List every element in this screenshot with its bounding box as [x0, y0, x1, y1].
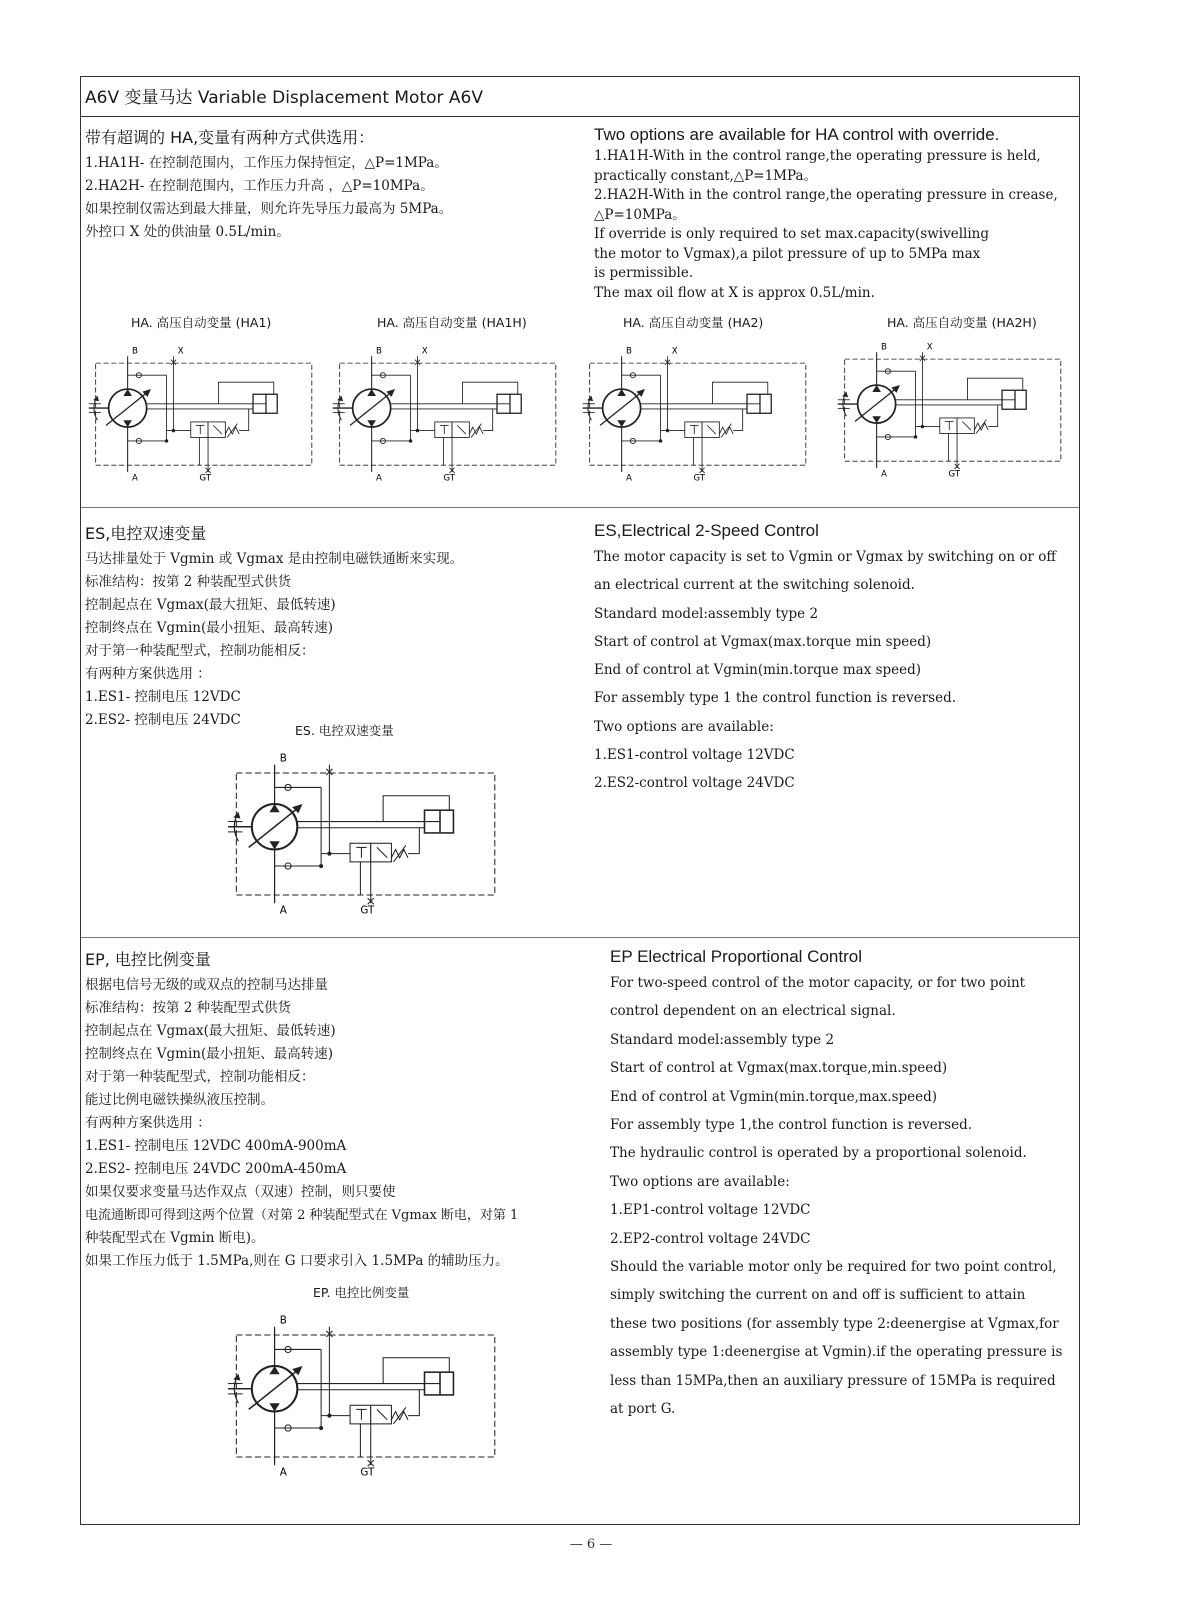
- ep-en-line: The hydraulic control is operated by a proportional solenoid.: [610, 1145, 1027, 1162]
- ha-en-line: 1.HA1H-With in the control range,the operating pressure is held,: [594, 148, 1041, 164]
- ep-en-line: less than 15MPa,then an auxiliary pressure of 15MPa is required: [610, 1372, 1056, 1389]
- ha-en-line: If override is only required to set max.capacity(swivelling: [594, 226, 990, 242]
- page-title: A6V 变量马达 Variable Displacement Motor A6V: [85, 88, 483, 108]
- es-cn-line: 标准结构：按第 2 种装配型式供货: [85, 574, 292, 590]
- port-a-label: A: [279, 904, 287, 917]
- port-b-label: B: [279, 752, 287, 765]
- page-frame: [80, 76, 1080, 1525]
- ha1-schematic: [87, 335, 317, 495]
- ha1-diagram-title: HA. 高压自动变量 (HA1): [131, 315, 272, 330]
- ep-cn-line: 种装配型式在 Vgmin 断电)。: [85, 1230, 265, 1246]
- ep-cn-line: 电流通断即可得到这两个位置（对第 2 种装配型式在 Vgmax 断电，对第 1: [85, 1208, 519, 1223]
- page-number: — 6 —: [569, 1537, 613, 1552]
- section-divider: [81, 937, 1079, 938]
- ha-en-line: The max oil flow at X is approx 0.5L/min.: [594, 284, 875, 301]
- ep-en-heading: EP Electrical Proportional Control: [610, 947, 862, 966]
- ep-en-line: these two positions (for assembly type 2:deenergise at Vgmax,for: [610, 1315, 1059, 1332]
- es-en-line: The motor capacity is set to Vgmin or Vgmax by switching on or off: [594, 549, 1056, 565]
- ep-schematic: [226, 1307, 501, 1487]
- ep-en-line: For two-speed control of the motor capacity, or for two point: [610, 975, 1026, 991]
- ep-chinese-column: [85, 947, 585, 1273]
- ha-en-line: the motor to Vgmax),a pilot pressure of up to 5MPa max: [594, 245, 981, 262]
- ha-en-line: is permissible.: [594, 265, 694, 281]
- ep-en-line: End of control at Vgmin(min.torque,max.speed): [610, 1088, 938, 1105]
- es-en-line: Standard model:assembly type 2: [594, 605, 819, 622]
- es-english-column: [594, 521, 1078, 798]
- es-cn-line: 有两种方案供选用 ：: [85, 666, 211, 682]
- es-en-heading: ES,Electrical 2-Speed Control: [594, 521, 819, 540]
- ep-diagram-title: EP. 电控比例变量: [313, 1285, 410, 1300]
- ha1h-schematic: [331, 335, 561, 495]
- ha-en-line: practically constant,△P=1MPa。: [594, 167, 818, 184]
- ha-cn-line: 如果控制仅需达到最大排量，则允许先导压力最高为 5MPa。: [85, 201, 453, 217]
- es-diagram-title: ES. 电控双速变量: [295, 723, 394, 738]
- ha2h-schematic: [836, 331, 1066, 491]
- ha-en-heading: Two options are available for HA control with override.: [594, 125, 1000, 144]
- port-gt-label: GT: [948, 469, 961, 480]
- title-bar: [81, 77, 1079, 117]
- ha2h-diagram-title: HA. 高压自动变量 (HA2H): [887, 315, 1037, 330]
- ep-cn-line: 如果工作压力低于 1.5MPa,则在 G 口要求引入 1.5MPa 的辅助压力。: [85, 1253, 509, 1269]
- ha-cn-line: 2.HA2H- 在控制范围内，工作压力升高 ，△P=10MPa。: [85, 178, 434, 194]
- port-x-label: X: [177, 346, 184, 357]
- es-cn-line: 控制终点在 Vgmin(最小扭矩、最高转速): [85, 620, 334, 636]
- ep-en-line: control dependent on an electrical signal.: [610, 1003, 896, 1020]
- es-schematic: [226, 745, 501, 925]
- port-x-label: X: [671, 346, 678, 357]
- port-x-label: X: [926, 342, 933, 353]
- port-gt-label: GT: [360, 1466, 375, 1479]
- port-b-label: B: [375, 346, 382, 357]
- es-cn-line: 1.ES1- 控制电压 12VDC: [85, 689, 241, 705]
- port-gt-label: GT: [199, 473, 212, 484]
- port-b-label: B: [625, 346, 632, 357]
- es-cn-line: 控制起点在 Vgmax(最大扭矩、最低转速): [85, 597, 336, 613]
- ep-cn-line: 标准结构：按第 2 种装配型式供货: [85, 1000, 292, 1016]
- ep-en-line: 1.EP1-control voltage 12VDC: [610, 1202, 811, 1219]
- ep-cn-heading: EP, 电控比例变量: [85, 950, 211, 969]
- port-a-label: A: [375, 473, 382, 484]
- ep-en-line: assembly type 1:deenergise at Vgmin).if the operating pressure is: [610, 1344, 1063, 1361]
- ep-english-column: [610, 947, 1078, 1424]
- port-b-label: B: [279, 1314, 287, 1327]
- ep-cn-line: 1.ES1- 控制电压 12VDC 400mA-900mA: [85, 1138, 347, 1154]
- ep-en-line: Start of control at Vgmax(max.torque,min.speed): [610, 1060, 948, 1077]
- ep-en-line: For assembly type 1,the control function is reversed.: [610, 1117, 973, 1134]
- port-x-label: X: [421, 346, 428, 357]
- es-cn-heading: ES,电控双速变量: [85, 524, 207, 543]
- ep-cn-line: 有两种方案供选用 ：: [85, 1115, 211, 1131]
- es-en-line: For assembly type 1 the control function is reversed.: [594, 690, 957, 707]
- ep-cn-line: 根据电信号无级的或双点的控制马达排量: [85, 977, 328, 993]
- ha-cn-heading: 带有超调的 HA,变量有两种方式供选用：: [85, 128, 375, 147]
- ha2-diagram-title: HA. 高压自动变量 (HA2): [623, 315, 764, 330]
- es-chinese-column: [85, 521, 575, 732]
- es-en-line: End of control at Vgmin(min.torque max speed): [594, 662, 922, 679]
- ha-en-line: △P=10MPa。: [594, 206, 686, 223]
- ha-cn-line: 1.HA1H- 在控制范围内，工作压力保持恒定，△P=1MPa。: [85, 155, 448, 171]
- ep-cn-line: 对于第一种装配型式，控制功能相反：: [85, 1069, 315, 1085]
- es-cn-line: 2.ES2- 控制电压 24VDC: [85, 712, 241, 728]
- ep-cn-line: 控制终点在 Vgmin(最小扭矩、最高转速): [85, 1046, 334, 1062]
- es-en-line: an electrical current at the switching solenoid.: [594, 577, 915, 594]
- ep-en-line: 2.EP2-control voltage 24VDC: [610, 1230, 811, 1247]
- ep-en-line: at port G.: [610, 1401, 676, 1418]
- port-gt-label: GT: [360, 904, 375, 917]
- port-a-label: A: [880, 469, 887, 480]
- ep-cn-line: 2.ES2- 控制电压 24VDC 200mA-450mA: [85, 1161, 347, 1177]
- ep-cn-line: 能过比例电磁铁操纵液压控制。: [85, 1092, 274, 1108]
- ha2-schematic: [581, 335, 811, 495]
- port-gt-label: GT: [443, 473, 456, 484]
- ha-cn-line: 外控口 X 处的供油量 0.5L/min。: [85, 224, 290, 240]
- ep-cn-line: 控制起点在 Vgmax(最大扭矩、最低转速): [85, 1023, 336, 1039]
- ep-en-line: Should the variable motor only be required for two point control,: [610, 1259, 1057, 1276]
- es-cn-line: 对于第一种装配型式，控制功能相反：: [85, 643, 315, 659]
- ep-en-line: Two options are available:: [610, 1173, 790, 1190]
- ep-en-line: Standard model:assembly type 2: [610, 1031, 835, 1048]
- port-gt-label: GT: [693, 473, 706, 484]
- port-a-label: A: [131, 473, 138, 484]
- ha-english-column: [594, 125, 1078, 303]
- es-en-line: Two options are available:: [594, 718, 774, 735]
- ha-en-line: 2.HA2H-With in the control range,the operating pressure in crease,: [594, 187, 1058, 203]
- port-b-label: B: [131, 346, 138, 357]
- ep-cn-line: 如果仅要求变量马达作双点（双速）控制，则只要使: [85, 1184, 396, 1200]
- port-a-label: A: [625, 473, 632, 484]
- ha1h-diagram-title: HA. 高压自动变量 (HA1H): [377, 315, 527, 330]
- es-en-line: 1.ES1-control voltage 12VDC: [594, 747, 795, 764]
- ep-en-line: simply switching the current on and off is sufficient to attain: [610, 1287, 1026, 1304]
- es-en-line: Start of control at Vgmax(max.torque min speed): [594, 633, 932, 650]
- es-cn-line: 马达排量处于 Vgmin 或 Vgmax 是由控制电磁铁通断来实现。: [85, 551, 464, 567]
- es-en-line: 2.ES2-control voltage 24VDC: [594, 775, 795, 792]
- port-a-label: A: [279, 1466, 287, 1479]
- port-b-label: B: [880, 342, 887, 353]
- ha-chinese-column: [85, 125, 575, 244]
- section-divider: [81, 507, 1079, 508]
